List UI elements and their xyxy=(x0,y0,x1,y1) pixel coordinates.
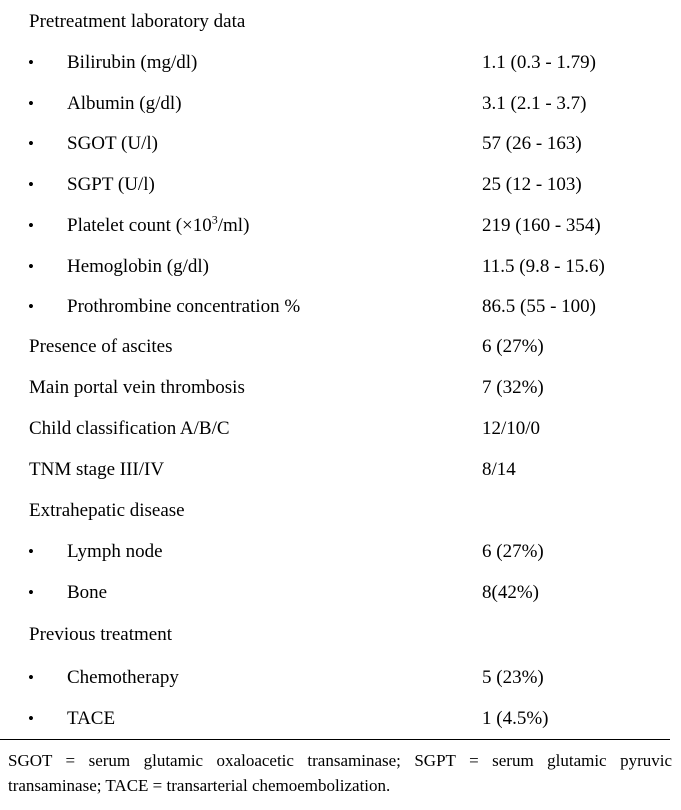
table-row xyxy=(0,48,681,78)
row-label: SGPT (U/l) xyxy=(67,174,155,195)
row-value: 7 (32%) xyxy=(482,377,544,398)
table-row xyxy=(0,129,681,159)
table-bottom-rule xyxy=(0,739,670,740)
row-label: TACE xyxy=(67,708,116,729)
row-value: 219 (160 - 354) xyxy=(482,215,601,236)
bullet-icon: • xyxy=(28,668,34,687)
row-label-superscript: 3 xyxy=(211,212,218,227)
bullet-icon: • xyxy=(28,257,34,276)
row-label: Bone xyxy=(67,582,108,603)
row-value: 1 (4.5%) xyxy=(482,708,549,729)
bullet-icon: • xyxy=(28,53,34,72)
row-label: Extrahepatic disease xyxy=(29,500,185,521)
row-value: 25 (12 - 103) xyxy=(482,174,582,195)
table-row xyxy=(0,663,681,693)
table-row xyxy=(0,496,681,526)
table-row xyxy=(0,704,681,734)
row-label: TNM stage III/IV xyxy=(29,459,165,480)
table-row xyxy=(0,414,681,444)
row-value: 12/10/0 xyxy=(482,418,541,439)
row-label-text: Platelet count (×10 xyxy=(67,215,212,236)
table-row xyxy=(0,332,681,362)
row-label: Hemoglobin (g/dl) xyxy=(67,256,209,277)
row-label: Lymph node xyxy=(67,541,163,562)
table-row xyxy=(0,7,681,37)
row-value: 86.5 (55 - 100) xyxy=(482,296,596,317)
row-label: Prothrombine concentration % xyxy=(67,296,301,317)
table-row xyxy=(0,455,681,485)
row-label: Main portal vein thrombosis xyxy=(29,377,245,398)
row-label: Albumin (g/dl) xyxy=(67,93,182,114)
bullet-icon: • xyxy=(28,134,34,153)
row-label: SGOT (U/l) xyxy=(67,133,158,154)
bullet-icon: • xyxy=(28,542,34,561)
bullet-icon: • xyxy=(28,297,34,316)
row-value: 6 (27%) xyxy=(482,336,544,357)
table-row xyxy=(0,89,681,119)
table-row xyxy=(0,170,681,200)
table-row xyxy=(0,252,681,282)
row-value: 5 (23%) xyxy=(482,667,544,688)
table-row xyxy=(0,578,681,608)
bullet-icon: • xyxy=(28,216,34,235)
table-footnote: SGOT = serum glutamic oxaloacetic transaminase; SGPT = serum glutamic pyruvic transaminase; TACE = transarterial chemoembolization. xyxy=(8,751,672,795)
table-row xyxy=(0,211,681,241)
row-label: Child classification A/B/C xyxy=(29,418,230,439)
row-label xyxy=(67,211,249,241)
table-row xyxy=(0,373,681,403)
row-value: 6 (27%) xyxy=(482,541,544,562)
bullet-icon: • xyxy=(28,709,34,728)
row-value: 8(42%) xyxy=(482,582,539,603)
row-label: Chemotherapy xyxy=(67,667,179,688)
row-label: Pretreatment laboratory data xyxy=(29,11,246,32)
bullet-icon: • xyxy=(28,94,34,113)
row-value: 57 (26 - 163) xyxy=(482,133,582,154)
table-row xyxy=(0,292,681,322)
row-value: 1.1 (0.3 - 1.79) xyxy=(482,52,596,73)
table-row xyxy=(0,537,681,567)
row-value: 3.1 (2.1 - 3.7) xyxy=(482,93,587,114)
table-row xyxy=(0,620,681,650)
bullet-icon: • xyxy=(28,583,34,602)
bullet-icon: • xyxy=(28,175,34,194)
row-label: Presence of ascites xyxy=(29,336,173,357)
row-label: Bilirubin (mg/dl) xyxy=(67,52,198,73)
row-label: Previous treatment xyxy=(29,624,172,645)
row-value: 11.5 (9.8 - 15.6) xyxy=(482,256,605,277)
row-value: 8/14 xyxy=(482,459,516,480)
row-label-suffix: /ml) xyxy=(217,215,250,236)
